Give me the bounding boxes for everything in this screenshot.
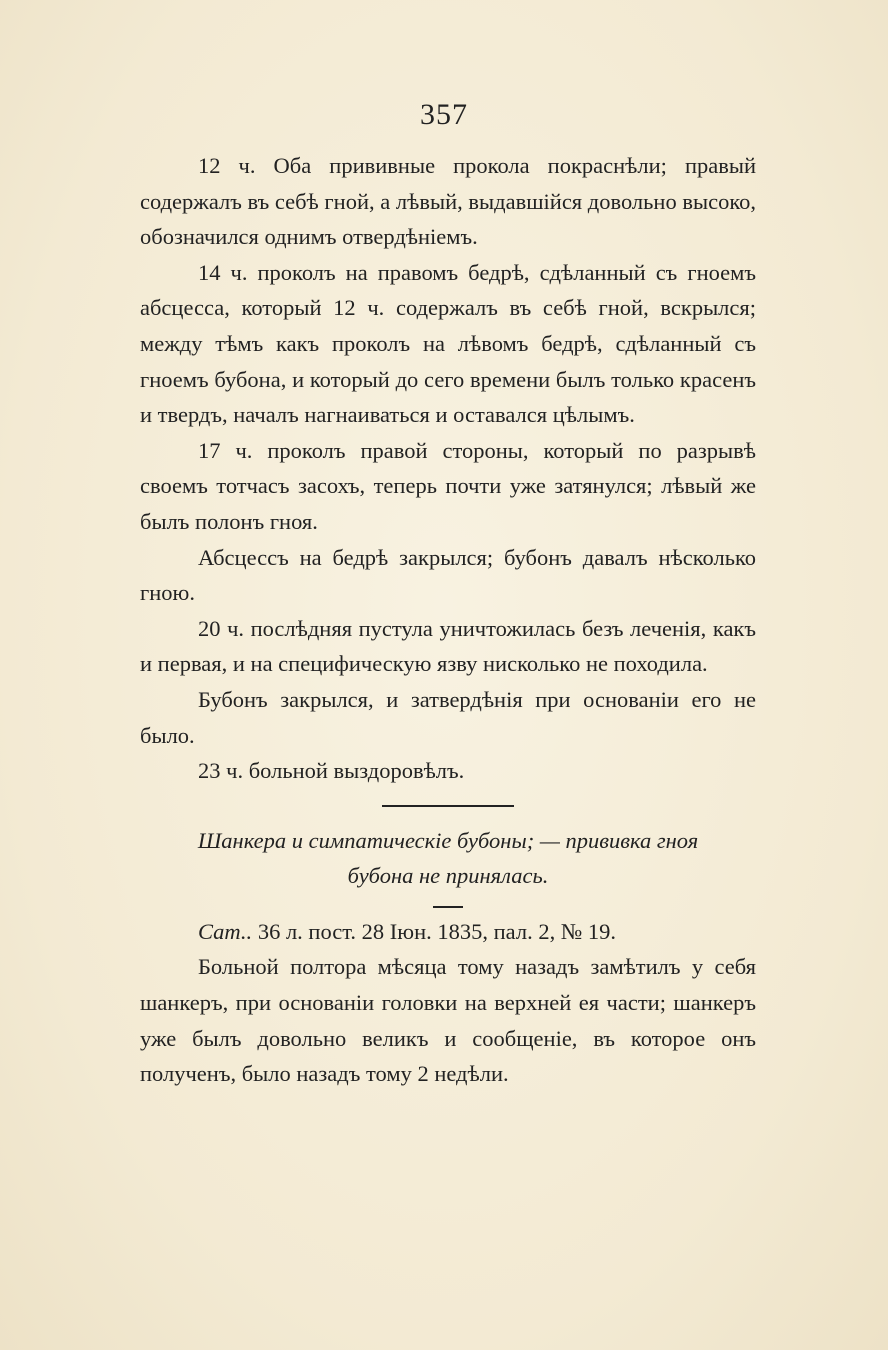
section-title-line-2: бубона не принялась.: [347, 863, 549, 889]
case-abbr: Сат..: [198, 918, 253, 944]
paragraph-bubo: Бубонъ закрылся, и затвердѣнія при основаніи его не было.: [140, 686, 756, 748]
paragraph-23h: 23 ч. больной выздоровѣлъ.: [198, 758, 465, 784]
page-number: 357: [420, 98, 468, 131]
title-divider: [433, 906, 463, 908]
section-title-line-1: Шанкера и симпатическіе бубоны; — прививка гноя: [197, 827, 699, 853]
paragraph-20h: 20 ч. послѣдняя пустула уничтожилась безъ леченія, какъ и первая, и на специфическую язву нисколько не походила.: [140, 615, 756, 677]
section-title: [140, 823, 756, 894]
case-details: 36 л. пост. 28 Іюн. 1835, пал. 2, № 19.: [252, 918, 617, 944]
main-text: [140, 148, 756, 1092]
paragraph-14h: 14 ч. проколъ на правомъ бедрѣ, сдѣланный съ гноемъ абсцесса, который 12 ч. содержалъ въ себѣ гной, вскрылся; между тѣмъ какъ проколъ на лѣвомъ бедрѣ, сдѣланный съ гноемъ бубона, и который до сего времени былъ только красенъ и твердъ, началъ нагнаиваться и оставался цѣлымъ.: [140, 259, 756, 428]
paragraph-case-description: Больной полтора мѣсяца тому назадъ замѣтилъ у себя шанкеръ, при основаніи головки на верхней ея части; шанкеръ уже былъ довольно великъ и сообщеніе, въ которое онъ полученъ, было назадъ тому 2 недѣли.: [140, 954, 756, 1087]
paragraph-12h: 12 ч. Оба прививные прокола покраснѣли; правый содержалъ въ себѣ гной, а лѣвый, выдавшійся довольно высоко, обозначился однимъ отвердѣніемъ.: [140, 153, 756, 250]
section-divider: [382, 805, 514, 807]
paragraph-abscess: Абсцессъ на бедрѣ закрылся; бубонъ давалъ нѣсколько гною.: [140, 544, 756, 606]
paragraph-17h: 17 ч. проколъ правой стороны, который по разрывѣ своемъ тотчасъ засохъ, теперь почти уже затянулся; лѣвый же былъ полонъ гноя.: [140, 437, 756, 534]
case-header: [140, 914, 756, 950]
